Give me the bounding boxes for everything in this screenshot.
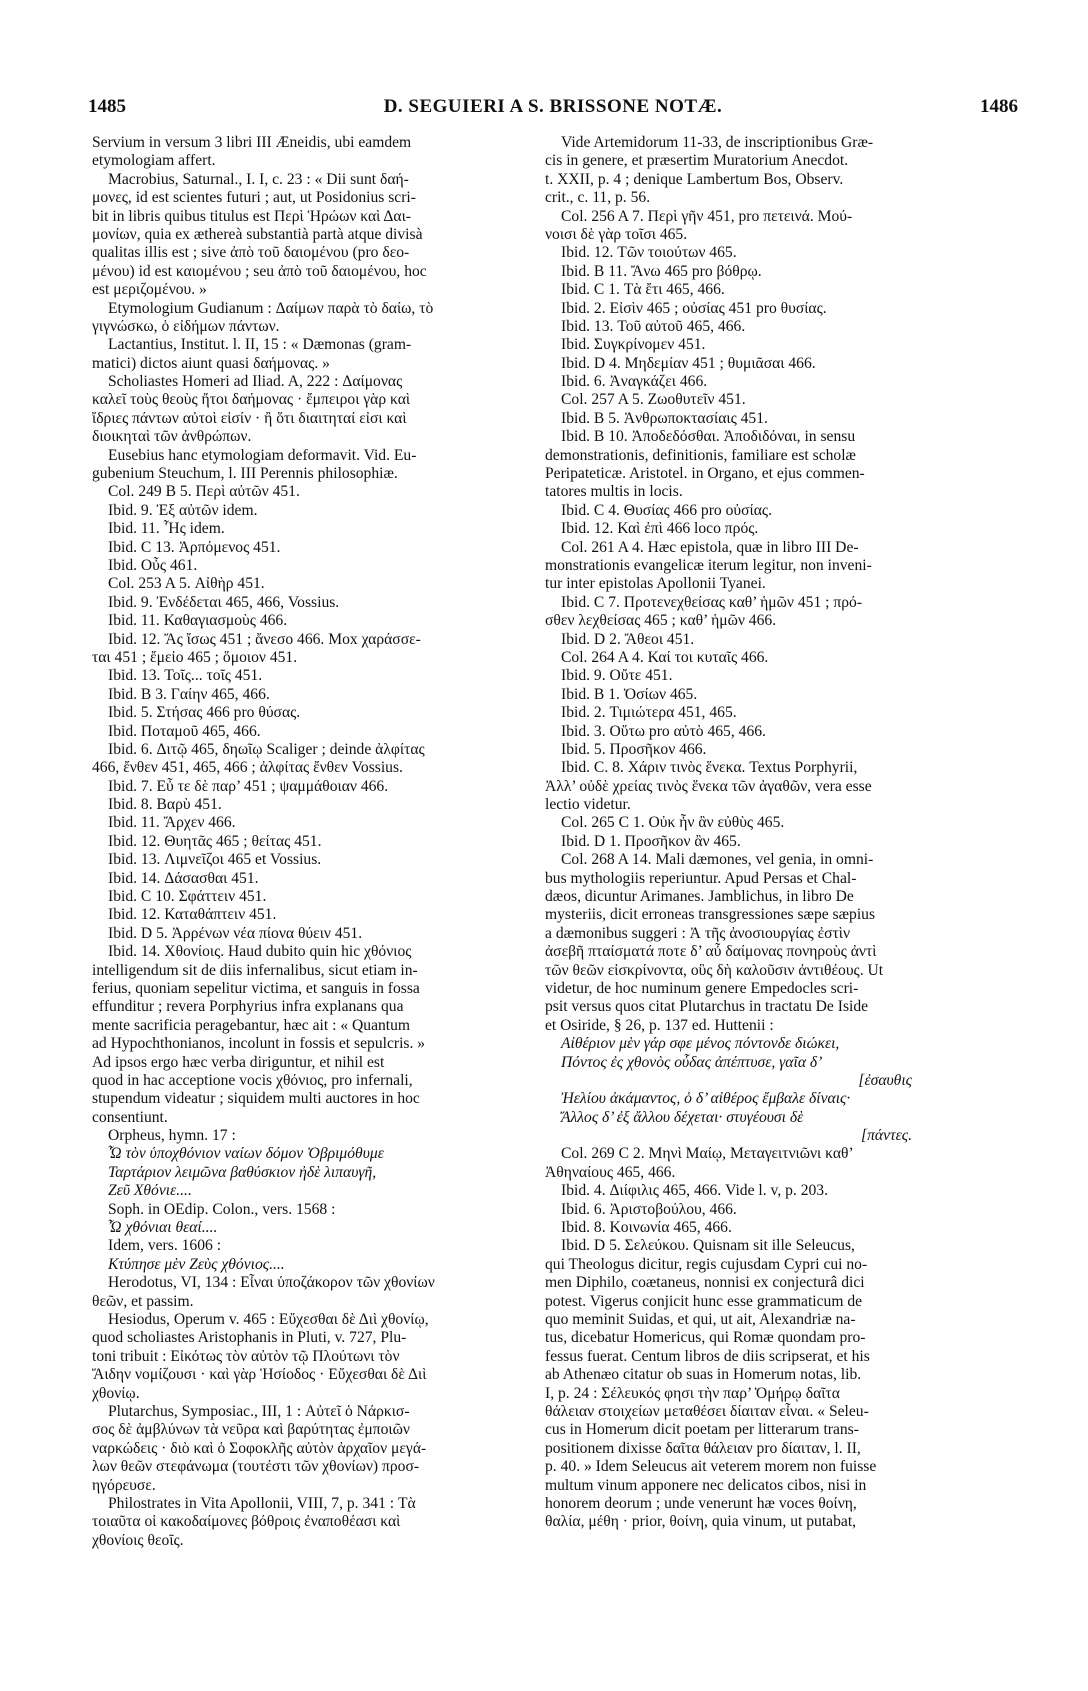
text-line: Ἠελίου ἀκάμαντος, ὁ δ’ αἰθέρος ἔμβαλε δίναις· — [561, 1090, 851, 1108]
text-line: Πόντος ἐς χθονὸς οὖδας ἀπέπτυσε, γαῖα δ’ — [561, 1053, 823, 1071]
text-line: cis in genere, et præsertim Muratorium Anecdot. — [545, 152, 849, 170]
text-line: Ibid. 11. Καθαγιασμοὺς 466. — [108, 612, 288, 630]
text-line: θαλία, μέθη · prior, θοίνη, quia vinum, ut putabat, — [545, 1513, 857, 1531]
text-line: Ibid. 12. Καταθάπτειν 451. — [108, 906, 277, 924]
text-line: μονίων, quia ex æthereà substantià partà atque divisà — [92, 225, 423, 243]
text-line: Ibid. 11. Ἄρχεν 466. — [108, 814, 236, 832]
text-line: τοιαῦτα οἱ κακοδαίμονες βόθροις ἐναποθέασι καὶ — [92, 1513, 401, 1531]
text-line: Ibid. 2. Τιμιώτερα 451, 465. — [561, 704, 737, 722]
text-line: Ibid. 3. Οὕτω pro αὐτὸ 465, 466. — [561, 722, 766, 740]
text-line: Ibid. D 1. Προσῆκον ἂν 465. — [561, 832, 741, 850]
text-line: t. XXII, p. 4 ; denique Lambertum Bos, Observ. — [545, 170, 844, 188]
text-line: Ibid. 6. Διτῷ 465, δηωῖῳ Scaliger ; deinde ἀλφίτας — [108, 740, 425, 758]
text-line: tatores multis in locis. — [545, 483, 683, 501]
text-line: Ibid. 12. Ἄς ἴσως 451 ; ἄνεσο 466. Mox χαράσσε- — [108, 630, 421, 648]
text-line: honorem deorum ; unde venerunt hæ voces θοίνη, — [545, 1494, 857, 1512]
text-line: Ibid. C 13. Ἀρπόμενος 451. — [108, 538, 281, 556]
text-line: Αἰθέριον μὲν γάρ σφε μένος πόντονδε διώκει, — [561, 1035, 840, 1053]
text-line: Ibid. 13. Τοῦ αὐτοῦ 465, 466. — [561, 317, 746, 335]
text-line: Ibid. 5. Προσῆκον 466. — [561, 740, 707, 758]
text-line: men Diphilo, coætaneus, nonnisi ex conjecturâ dici — [545, 1274, 865, 1292]
text-line: psit versus quos citat Plutarchus in tractatu De Iside — [545, 998, 869, 1016]
text-line: tus, dicebatur Homericus, qui Romæ quondam pro- — [545, 1329, 866, 1347]
text-line: est μεριζομένου. » — [92, 281, 207, 299]
text-line: Ἅιδην νομίζουσι · καὶ γὰρ Ἡσίοδος · Εὔχεσθαι δὲ Διὶ — [92, 1366, 427, 1384]
text-line: χθονίῳ. — [92, 1384, 140, 1402]
text-line: effunditur ; revera Porphyrius infra explanans qua — [92, 998, 404, 1016]
text-line: fessus fuerat. Centum libros de diis scripserat, et his — [545, 1347, 870, 1365]
text-line: Ibid. B 3. Γαίην 465, 466. — [108, 685, 270, 703]
text-line: toni tribuit : Εἰκότως τὸν αὐτὸν τῷ Πλούτωνι τὸν — [92, 1347, 400, 1365]
text-line: ται 451 ; ἔμεἰο 465 ; ὅμοιον 451. — [92, 648, 298, 666]
text-line: θάλειαν στοιχείων μεταθέσει δίαιταν εἶναι. « Seleu- — [545, 1402, 869, 1420]
text-line: dæos, dicuntur Arimanes. Jamblichus, in libro De — [545, 888, 854, 906]
text-line: ab Athenæo citatur ob suas in Homerum notas, lib. — [545, 1366, 862, 1384]
text-line: Philostrates in Vita Apollonii, VIII, 7, p. 341 : Τὰ — [108, 1494, 416, 1512]
text-line: λων θεῶν στεφάνωμα (τουτέστι τῶν χθονίων) προσ- — [92, 1458, 420, 1476]
text-line: Ibid. D 2. Ἄθεοι 451. — [561, 630, 695, 648]
right-column — [545, 134, 950, 1532]
text-line: Ibid. Συγκρίνομεν 451. — [561, 336, 706, 354]
text-line: quod scholiastes Aristophanis in Pluti, v. 727, Plu- — [92, 1329, 407, 1347]
text-line: lectio videtur. — [545, 796, 631, 814]
text-line: Ibid. 9. Ἐνδέδεται 465, 466, Vossius. — [108, 593, 340, 611]
text-line: Ibid. D 4. Μηδεμίαν 451 ; θυμιᾶσαι 466. — [561, 354, 816, 372]
text-line: Plutarchus, Symposiac., III, 1 : Αὐτεῖ ὁ Νάρκισ- — [108, 1402, 410, 1420]
text-line: matici) dictos aiunt quasi δαήμονας. » — [92, 354, 330, 372]
text-line: Col. 257 A 5. Ζωοθυτεῖν 451. — [561, 391, 746, 409]
left-column — [92, 134, 512, 1550]
text-line: Orpheus, hymn. 17 : — [108, 1127, 236, 1145]
text-line: Ibid. 8. Κοινωνία 465, 466. — [561, 1219, 732, 1237]
text-line: νοισι δὲ γὰρ τοῖσι 465. — [545, 225, 688, 243]
text-line: 466, ἔνθεν 451, 465, 466 ; ἀλφίτας ἔνθεν Vossius. — [92, 759, 403, 777]
text-line: Ibid. 6. Ἀναγκάζει 466. — [561, 373, 708, 391]
text-line: consentiunt. — [92, 1108, 168, 1126]
text-line: Ibid. C 10. Σφάττειν 451. — [108, 888, 267, 906]
text-line: Col. 256 A 7. Περὶ γῆν 451, pro πετεινά. Μού- — [561, 207, 853, 225]
text-line: τῶν θεῶν εἰσκρίνοντα, οὓς δὴ καλοῦσιν ἀντιθέους. Ut — [545, 961, 884, 979]
text-line: Peripateticæ. Aristotel. in Organo, et ejus commen- — [545, 465, 865, 483]
text-line: Ibid. 6. Ἀριστοβούλου, 466. — [561, 1200, 737, 1218]
text-line: καλεῖ τοὺς θεοὺς ἤτοι δαήμονας · ἔμπειροι γὰρ καὶ — [92, 391, 411, 409]
text-line: ferius, quoniam sepelitur victima, et sanguis in fossa — [92, 979, 420, 997]
text-line: Col. 264 A 4. Καί τοι κυταῖς 466. — [561, 648, 769, 666]
text-line: Ibid. Ποταμοῦ 465, 466. — [108, 722, 261, 740]
text-line: Ibid. C. 8. Χάριν τινὸς ἕνεκα. Textus Porphyrii, — [561, 759, 858, 777]
text-line: Vide Artemidorum 11-33, de inscriptionibus Græ- — [561, 134, 874, 151]
text-line: videtur, de hoc numinum genere Empedocles scri- — [545, 979, 859, 997]
text-line: Ibid. 12. Θυητᾶς 465 ; θείτας 451. — [108, 832, 322, 850]
text-line: demonstrationis, definitionis, familiare est scholæ — [545, 446, 856, 464]
text-line: χθονίοις θεοῖς. — [92, 1531, 184, 1549]
text-line: potest. Vigerus conjicit hunc esse grammaticum de — [545, 1292, 863, 1310]
text-line: Soph. in OEdip. Colon., vers. 1568 : — [108, 1200, 336, 1218]
text-line: qualitas illis est ; sive ἀπὸ τοῦ δαιομένου (pro δεο- — [92, 244, 410, 262]
text-line: Ibid. 7. Εὖ τε δὲ παρ’ 451 ; ψαμμάθοιαν 466. — [108, 777, 389, 795]
text-line: multum vinum apponere nec delicatos cibos, nisi in — [545, 1476, 867, 1494]
text-line: Lactantius, Institut. l. II, 15 : « Dæmonas (gram- — [108, 336, 412, 354]
text-line: Ibid. C 4. Θυσίας 466 pro οὐσίας. — [561, 501, 772, 519]
text-line: etymologiam affert. — [92, 152, 216, 170]
text-line: I, p. 24 : Σέλευκός φησι τὴν παρ’ Ὁμήρῳ δαῖτα — [545, 1384, 840, 1402]
text-line: mente sacrificia peragebantur, hæc ait : « Quantum — [92, 1016, 411, 1034]
text-line: cus in Homerum dicit poetam per litterarum trans- — [545, 1421, 859, 1439]
text-line: Ibid. B 5. Ἀνθρωποκτασίαις 451. — [561, 409, 768, 427]
text-line: Ibid. D 5. Σελεύκου. Quisnam sit ille Seleucus, — [561, 1237, 855, 1255]
page-number-right: 1486 — [980, 96, 1018, 117]
text-line: Col. 269 C 2. Μηνὶ Μαίῳ, Μεταγειτνιῶνι καθ’ — [561, 1145, 854, 1163]
text-line: Ibid. 11. Ἧς idem. — [108, 520, 225, 538]
text-line: Ζεῦ Χθόνιε.... — [108, 1182, 192, 1200]
text-line: σθεν λεχθείσας 465 ; καθ’ ἡμῶν 466. — [545, 612, 777, 630]
text-line: Ibid. 4. Διίφιλις 465, 466. Vide l. v, p. 203. — [561, 1182, 829, 1200]
text-line: ηγόρευσε. — [92, 1476, 156, 1494]
text-line: Ibid. 13. Λιμνεῖζοι 465 et Vossius. — [108, 851, 322, 869]
text-line: ἀσεβῆ πταίσματά ποτε δ’ αὖ δαίμονας πονηροὺς ἀντὶ — [545, 943, 877, 961]
text-line: qui Theologus dicitur, regis cujusdam Cypri cui no- — [545, 1255, 868, 1273]
text-line: quo meminit Suidas, et qui, ut ait, Alexandriæ na- — [545, 1311, 856, 1328]
text-line: Ibid. 8. Βαρὺ 451. — [108, 796, 222, 814]
text-line: Servium in versum 3 libri III Æneidis, ubi eamdem — [92, 134, 412, 151]
text-line: Ἀλλ’ οὐδὲ χρείας τινὸς ἕνεκα τῶν ἀγαθῶν, vera esse — [545, 777, 872, 795]
text-line: Col. 253 A 5. Αἰθὴρ 451. — [108, 575, 265, 593]
text-line: Ἀθηναίους 465, 466. — [545, 1163, 676, 1181]
text-line: bit in libris quibus titulus est Περὶ Ἡρώων καὶ Δαι- — [92, 207, 411, 225]
text-line: Col. 261 A 4. Hæc epistola, quæ in libro III De- — [561, 538, 859, 556]
text-line: Ibid. 14. Δάσασθαι 451. — [108, 869, 259, 887]
text-line: crit., c. 11, p. 56. — [545, 189, 651, 207]
text-line: positionem dixisse δαῖτα θάλειαν pro δίαιταν, l. II, — [545, 1439, 861, 1457]
text-line: γιγνώσκω, ὁ εἰδήμων πάντων. — [92, 317, 280, 335]
text-line: a dæmonibus suggeri : Ἀ τῆς ἀνοσιουργίας ἐστὶν — [545, 924, 851, 942]
running-title: D. SEGUIERI A S. BRISSONE NOTÆ. — [383, 96, 723, 117]
text-line: stupendum videatur ; siquidem multi auctores in hoc — [92, 1090, 420, 1108]
text-line: [ἐσαυθις — [858, 1071, 912, 1089]
text-line: [πάντες. — [861, 1127, 912, 1145]
text-line: Col. 249 B 5. Περὶ αὐτῶν 451. — [108, 483, 300, 501]
text-line: et Osiride, § 26, p. 137 ed. Huttenii : — [545, 1016, 774, 1034]
text-line: Ibid. B 11. Ἄνω 465 pro βόθρῳ. — [561, 262, 762, 280]
text-line: Ibid. C 7. Προτενεχθείσας καθ’ ἡμῶν 451 ; πρό- — [561, 593, 863, 611]
text-line: Ibid. B 1. Ὀσίων 465. — [561, 685, 698, 703]
text-line: σος δὲ ἀμβλύνων τὰ νεῦρα καὶ βαρύτητας ἐμποιῶν — [92, 1421, 410, 1439]
text-line: quod in hac acceptione vocis χθόνιος, pro infernali, — [92, 1071, 413, 1089]
text-line: Ταρτάριον λειμῶνα βαθύσκιον ἠδὲ λιπαυγῆ, — [108, 1163, 377, 1181]
text-line: Ibid. C 1. Τὰ ἔτι 465, 466. — [561, 281, 725, 299]
text-line: Ibid. 9. Οὔτε 451. — [561, 667, 673, 685]
text-line: Scholiastes Homeri ad Iliad. A, 222 : Δαίμονας — [108, 373, 403, 391]
text-line: θεῶν, et passim. — [92, 1292, 194, 1310]
text-line: ad Hypochthonianos, incolunt in fossis et sepulcris. » — [92, 1035, 426, 1053]
text-line: Herodotus, VI, 134 : Εἶναι ὑποζάκορον τῶν χθονίων — [108, 1274, 435, 1292]
text-line: monstrationis evangelicæ iterum legitur, non inveni- — [545, 556, 872, 574]
text-line: p. 40. » Idem Seleucus ait veterem morem non fuisse — [545, 1458, 877, 1476]
text-line: Ὦ τὸν ὑποχθόνιον ναίων δόμον Ὀβριμόθυμε — [108, 1145, 384, 1163]
text-line: Col. 268 A 14. Mali dæmones, vel genia, in omni- — [561, 851, 874, 869]
text-line: Ibid. D 5. Ἀρρένων νέα πίονα θύειν 451. — [108, 924, 363, 942]
page-number-left: 1485 — [88, 96, 126, 117]
text-line: Ibid. B 10. Ἀποδεδόσθαι. Ἀποδιδόναι, in sensu — [561, 428, 856, 446]
text-line: Ibid. 13. Τοῖς... τοῖς 451. — [108, 667, 263, 685]
text-line: Idem, vers. 1606 : — [108, 1237, 222, 1255]
text-line: Ad ipsos ergo hæc verba diriguntur, et nihil est — [92, 1053, 385, 1071]
text-line: Κτύπησε μὲν Ζεὺς χθόνιος.... — [108, 1255, 285, 1273]
text-line: ναρκώδεις · διὸ καὶ ὁ Σοφοκλῆς αὐτὸν ἀρχαῖον μεγά- — [92, 1439, 427, 1457]
text-line: Col. 265 C 1. Οὐκ ἦν ἂν εὐθὺς 465. — [561, 814, 785, 832]
text-line: tur inter epistolas Apollonii Tyanei. — [545, 575, 766, 593]
text-line: Ibid. Οὖς 461. — [108, 556, 198, 574]
text-line: Ibid. 5. Στήσας 466 pro θύσας. — [108, 704, 301, 722]
text-line: Ἄλλος δ’ ἐξ ἄλλου δέχεται· στυγέουσι δὲ — [561, 1108, 804, 1126]
text-line: Ibid. 12. Καὶ ἐπὶ 466 loco πρός. — [561, 520, 759, 538]
text-line: Ibid. 2. Εἰσὶν 465 ; οὐσίας 451 pro θυσίας. — [561, 299, 827, 317]
text-line: mysteriis, dicit erroneas transgressiones sæpe sæpius — [545, 906, 876, 924]
text-line: Eusebius hanc etymologiam deformavit. Vid. Eu- — [108, 446, 417, 464]
text-line: gubenium Steuchum, l. III Perennis philosophiæ. — [92, 465, 398, 483]
text-line: ἴδριες πάντων αὐτοὶ εἰσίν · ἢ ὅτι διαιτηταί εἰσι καὶ — [92, 409, 407, 427]
page-header — [88, 96, 1018, 126]
text-line: Ibid. 14. Χθονίοις. Haud dubito quin hic χθόνιος — [108, 943, 412, 961]
text-line: Ὦ χθόνιαι θεαί.... — [108, 1219, 218, 1237]
text-line: Hesiodus, Operum v. 465 : Εὔχεσθαι δὲ Διὶ χθονίῳ, — [108, 1311, 429, 1328]
text-line: Ibid. 9. Ἐξ αὐτῶν idem. — [108, 501, 258, 519]
text-line: Etymologium Gudianum : Δαίμων παρὰ τὸ δαίω, τὸ — [108, 299, 434, 317]
text-line: bus mythologiis reperiuntur. Apud Persas et Chal- — [545, 869, 857, 887]
text-line: Ibid. 12. Τῶν τοιούτων 465. — [561, 244, 737, 262]
text-line: Macrobius, Saturnal., I. I, c. 23 : « Dii sunt δαή- — [108, 170, 409, 188]
text-line: intelligendum sit de diis infernalibus, sicut etiam in- — [92, 961, 418, 979]
text-line: διοικηταὶ τῶν ἀνθρώπων. — [92, 428, 252, 446]
text-line: μένου) id est καιομένου ; seu ἀπὸ τοῦ δαιομένου, hoc — [92, 262, 427, 280]
text-line: μονες, id est scientes futuri ; aut, ut Posidonius scri- — [92, 189, 416, 207]
